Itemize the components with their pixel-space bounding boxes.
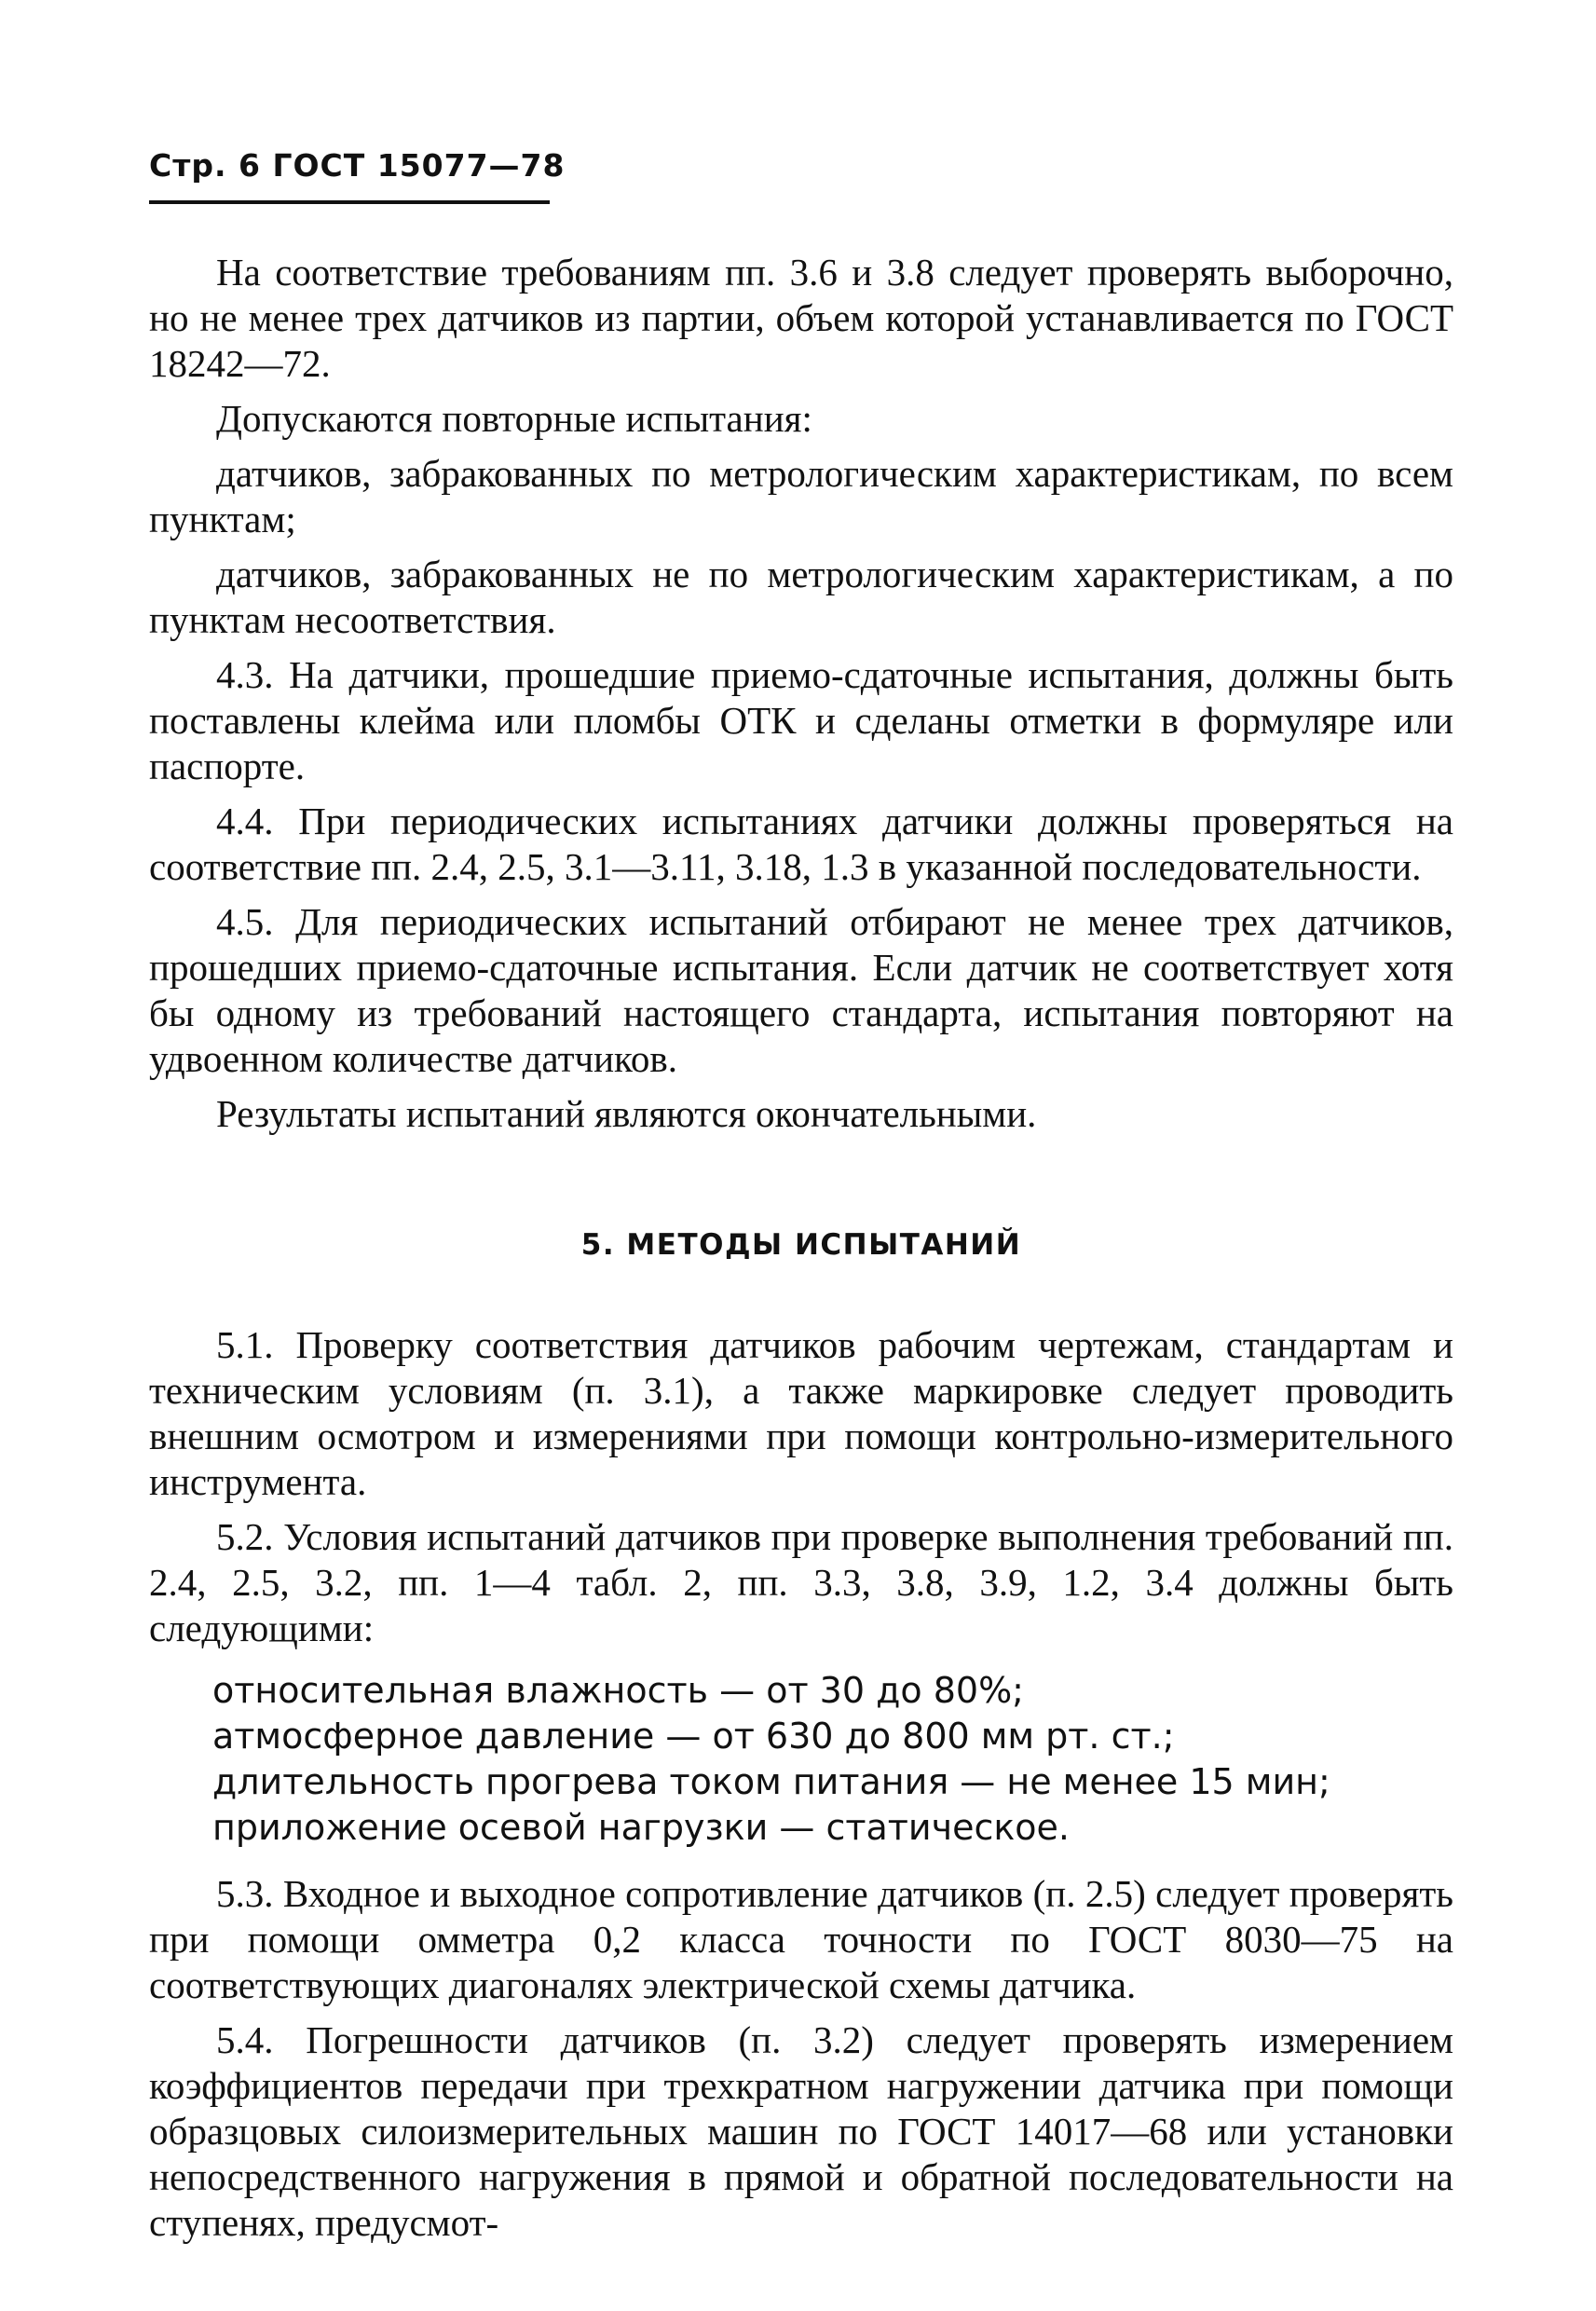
paragraph-4-5: 4.5. Для периодических испытаний отбирают не менее трех датчиков, прошедших приемо-сдаточные испытания. Если датчик не соответствует хотя бы одному из требований настоящего стандарта, испытания повторяют на удвоенном количестве датчиков. [149,900,1453,1080]
list-item: длительность прогрева током питания — не менее 15 мин; [212,1761,1330,1802]
section-title: 5. МЕТОДЫ ИСПЫТАНИЙ [580,1228,1022,1262]
paragraph-5-3: 5.3. Входное и выходное сопротивление датчиков (п. 2.5) следует проверять при помощи омметра 0,2 класса точности по ГОСТ 8030—75 на соответствующих диагоналях электрической схемы датчика. [149,1872,1453,2006]
paragraph: датчиков, забракованных не по метрологическим характеристикам, а по пунктам несоответствия. [149,553,1453,641]
header-rule [149,200,550,204]
paragraph: На соответствие требованиям пп. 3.6 и 3.8 следует проверять выборочно, но не менее трех датчиков из партии, объем которой устанавливается по ГОСТ 18242—72. [149,251,1453,385]
paragraph: Результаты испытаний являются окончательными. [216,1092,1037,1135]
list-item: приложение осевой нагрузки — статическое. [212,1807,1070,1848]
paragraph: Допускаются повторные испытания: [216,397,812,440]
list-item: относительная влажность — от 30 до 80%; [212,1670,1024,1711]
paragraph-5-1: 5.1. Проверку соответствия датчиков рабочим чертежам, стандартам и техническим условиям (п. 3.1), а также маркировке следует проводить внешним осмотром и измерениями при помощи контрольно-измерительного инструмента. [149,1323,1453,1503]
paragraph: датчиков, забракованных по метрологическим характеристикам, по всем пунктам; [149,452,1453,540]
body-text [149,250,1453,2255]
paragraph-4-4: 4.4. При периодических испытаниях датчики должны проверяться на соответствие пп. 2.4, 2.5, 3.1—3.11, 3.18, 1.3 в указанной последовательности. [149,800,1453,888]
paragraph-5-4: 5.4. Погрешности датчиков (п. 3.2) следует проверять измерением коэффициентов передачи при трехкратном нагружении датчика при помощи образцовых силоизмерительных машин по ГОСТ 14017—68 или установки непосредственного нагружения в прямой и обратной последовательности на ступенях, предусмот- [149,2018,1453,2244]
running-head: Стр. 6 ГОСТ 15077—78 [149,147,566,184]
paragraph-4-3: 4.3. На датчики, прошедшие приемо-сдаточные испытания, должны быть поставлены клейма или пломбы ОТК и сделаны отметки в формуляре или паспорте. [149,653,1453,787]
test-conditions-list [149,1668,1453,1851]
paragraph-5-2: 5.2. Условия испытаний датчиков при проверке выполнения требований пп. 2.4, 2.5, 3.2, пп. 1—4 табл. 2, пп. 3.3, 3.8, 3.9, 1.2, 3.4 должны быть следующими: [149,1515,1453,1649]
list-item: атмосферное давление — от 630 до 800 мм рт. ст.; [212,1716,1175,1757]
